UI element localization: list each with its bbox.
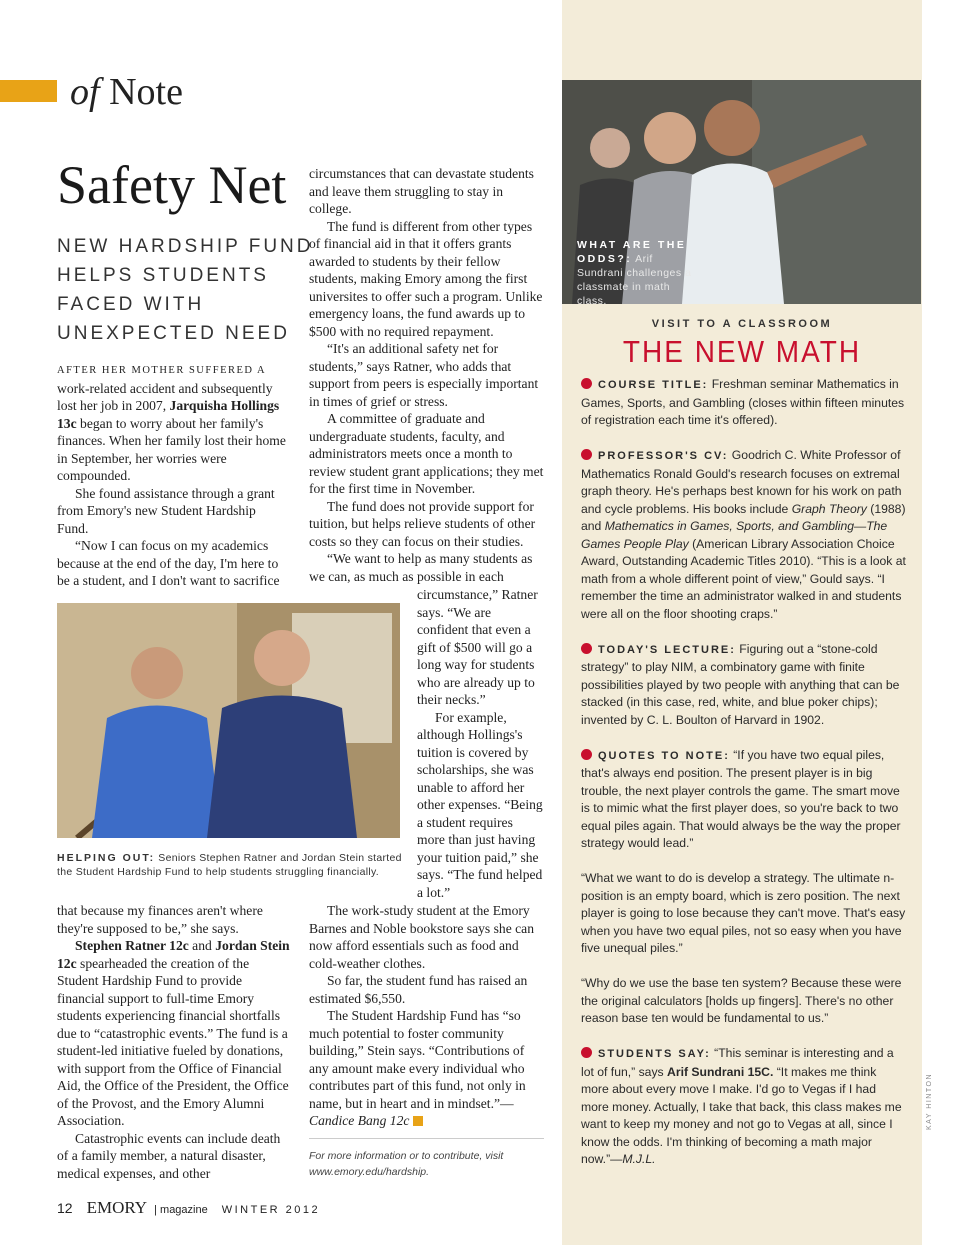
sidebar-title: THE NEW MATH: [622, 334, 862, 369]
article-column-2-top: circumstances that can devastate students and leave them struggling to stay in college. The fund is different from other types of financial aid in that it offers grants awarded to students by their fellow students, making Emory among the first universites to offer such a program. Unlike emergency loans, the fund awards up to $500 with no required repayment. “It's an additional safety net for students,” says Ratner, who adds that support from peers is especially important in times of grief or stress. A committee of graduate and undergraduate students, faculty, and administrators meets once a month to review student grant applications; they met for the first time in November. The fund does not provide support for tuition, but helps relieve students of other costs so they can focus on their studies. “We want to help as many students as we can, as much as possible in each: [309, 166, 544, 584]
byline: Candice Bang 12c: [309, 1113, 410, 1128]
article-headline: Safety Net: [57, 155, 287, 215]
sidebar-section-lecture: TODAY'S LECTURE: Figuring out a “stone-cold strategy” to play NIM, a combinatory game with finite possibilities played by two people with anything that can be stacked (in this case, red, white, and blue poker chips); invented by C. L. Boulton of Harvard in 1902.: [581, 641, 900, 727]
article-column-1-bottom: that because my finances aren't where they're supposed to be,” she says. Stephen Ratner 12c and Jordan Stein 12c spearheaded the creation of the Student Hardship Fund to provide financial support to full-time Emory students experiencing financial shortfalls due to “catastrophic events.” The fund is a student-led initiative fueled by donations, with support from the Office of Financial Aid, the Office of the President, the Office of the Provost, and the Emory Alumni Association. Catastrophic events can include death of a family member, a natural disaster, medical expenses, and other: [57, 903, 290, 1181]
issue-date: WINTER 2012: [221, 1204, 321, 1216]
page-number: 12: [57, 1200, 73, 1216]
more-info-link[interactable]: For more information or to contribute, visit www.emory.edu/hardship.: [309, 1150, 504, 1178]
sidebar-quote-3: “Why do we use the base ten system? Because these were the original calculators [holds up fingers]. There's no other reason base ten would be fundamental to us.”: [581, 976, 902, 1025]
section-title: of Note: [70, 71, 183, 113]
students-photo: [57, 603, 400, 838]
photo-credit: KAY HINTON: [926, 1072, 933, 1130]
sidebar-section-professor: PROFESSOR'S CV: Goodrich C. White Professor of Mathematics Ronald Gould's research focuses on extremal graph theory. He's perhaps best known for his work on path and cycle problems. His books include Graph Theory (1988) and Mathematics in Games, Sports, and Gambling—The Games People Play (American Library Association Choice Award, Outstanding Academic Titles 2010). “This is a look at math from a whole different point of view,” Gould says. “I remember the time an administrator walked in and students were all on the floor shooting craps.”: [581, 448, 906, 621]
sidebar-kicker: VISIT TO A CLASSROOM: [651, 318, 833, 330]
bullet-dot-icon: [581, 378, 592, 389]
bullet-dot-icon: [581, 1047, 592, 1058]
bullet-dot-icon: [581, 749, 592, 760]
sidebar-section-quotes: QUOTES TO NOTE: “If you have two equal piles, that's always end position. The present player is in big trouble, the next player controls the game. The smart move is to mimic what the first player does, so you're back to two equal piles again. That would always be the way the proper strategy would lead.”: [581, 747, 901, 850]
divider: [309, 1138, 544, 1139]
sidebar-body: [581, 376, 906, 1186]
article-column-2-narrow: circumstance,” Ratner says. “We are confident that even a gift of $500 will go a long way for students who are already up to their necks.” For example, although Hollings's tuition is covered by scholarships, she was unable to afford her other expenses. “Being a student requires more than just having your tuition paid,” she says. “The fund helped a lot.”: [417, 587, 543, 900]
article-column-2-bottom: The work-study student at the Emory Barnes and Noble bookstore says she can now afford essentials such as food and cold-weather clothes. So far, the student fund has raised an estimated $6,550. The Student Hardship Fund has “so much potential to foster community building,” Stein says. “Contributions of any amount make every individual who contributes part of this fund, not only in name, but in heart and in mindset.”—Candice Bang 12c: [309, 903, 534, 1128]
page-footer: 12 EMORY | magazine WINTER 2012: [57, 1198, 321, 1217]
bullet-dot-icon: [581, 643, 592, 654]
brand-logo: EMORY: [86, 1198, 148, 1217]
photo-caption: HELPING OUT: Seniors Stephen Ratner and Jordan Stein started the Student Hardship Fund to help students struggling financially.: [57, 852, 402, 878]
end-mark-icon: [413, 1116, 423, 1126]
sidebar-section-course: COURSE TITLE: Freshman seminar Mathematics in Games, Sports, and Gambling (closes within fifteen minutes of registration each time it's offered).: [581, 377, 905, 427]
bullet-dot-icon: [581, 449, 592, 460]
article-column-1-top: AFTER HER MOTHER SUFFERED A work-related accident and subsequently lost her job in 2007, Jarquisha Hollings 13c began to worry about her family's finances. When her family lost their home in September, her worries were compounded. She found assistance through a grant from Emory's new Student Hardship Fund. “Now I can focus on my academics because at the end of the day, I'm here to be a student, and I don't want to sacrifice: [57, 365, 286, 588]
article-deck: NEW HARDSHIP FUND HELPS STUDENTS FACED WITH UNEXPECTED NEED: [57, 236, 314, 344]
section-color-bar: [0, 80, 57, 102]
sidebar-section-students: STUDENTS SAY: “This seminar is interesting and a lot of fun,” says Arif Sundrani 15C. “It makes me think more about every move I make. I'd go to Vegas if I had more money. Actually, I take that back, this class makes me want to keep my money and not go to Vegas at all, since I know the odds. I'm thinking of becoming a math major now.”—M.J.L.: [581, 1046, 902, 1166]
sidebar-photo-caption: WHAT ARE THE ODDS?: Arif Sundrani challenges a classmate in math class.: [577, 239, 692, 307]
sidebar-quote-2: “What we want to do is develop a strategy. The ultimate n-position is an empty board, which is zero position. The next player is going to lose because they can't move. That's easy when you have two equal piles, not so easy when you have five unequal piles.”: [581, 871, 906, 955]
